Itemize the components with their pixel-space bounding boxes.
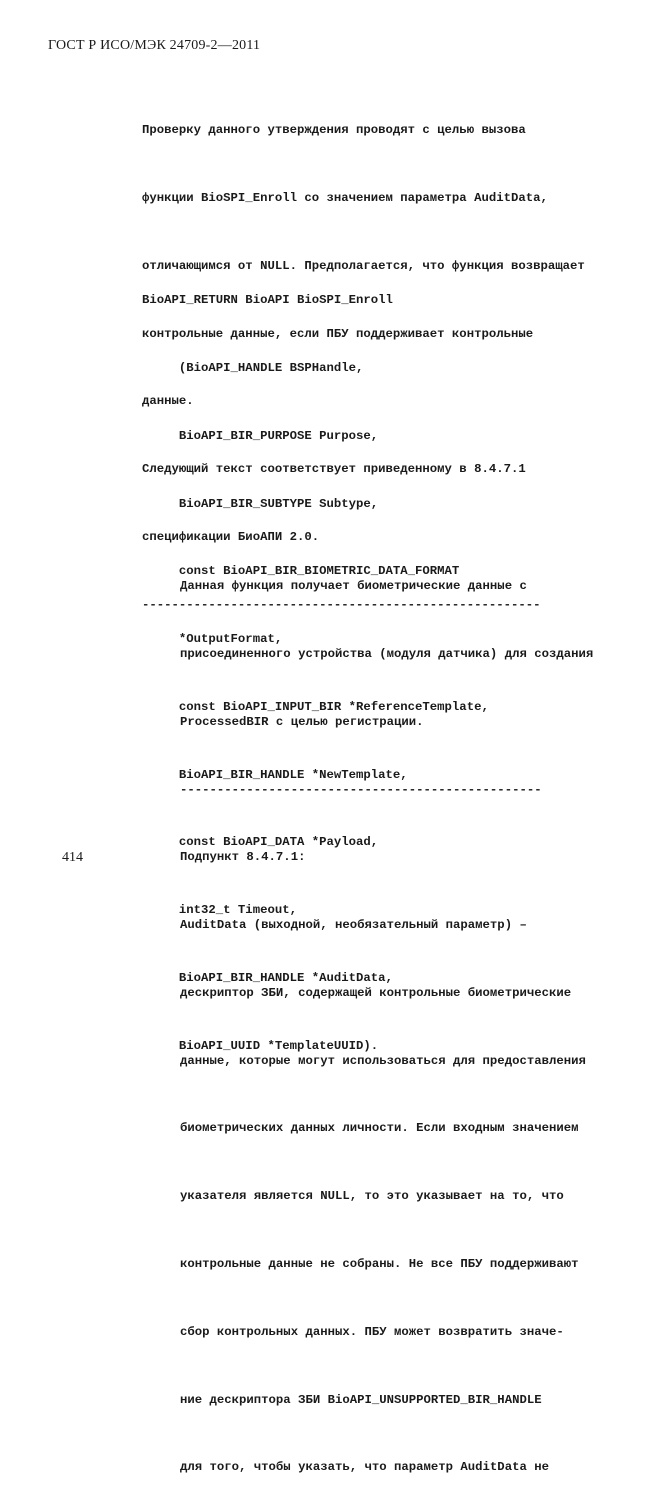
subclause-heading: Подпункт 8.4.7.1:	[180, 850, 306, 865]
document-header: ГОСТ Р ИСО/МЭК 24709-2—2011	[48, 38, 261, 53]
text-line: для того, чтобы указать, что параметр AuditData не	[180, 1460, 549, 1475]
text-line: спецификации БиоАПИ 2.0.	[142, 529, 320, 544]
separator-line: ------------------------------------------------------	[142, 597, 541, 612]
text-line: сбор контрольных данных. ПБУ может возвратить значе-	[180, 1324, 564, 1339]
code-line: BioAPI_BIR_HANDLE *AuditData,	[142, 971, 393, 985]
function-description	[180, 530, 593, 1502]
text-line: функции BioSPI_Enroll со значением параметра AuditData,	[142, 190, 548, 205]
text-line: отличающимся от NULL. Предполагается, что функция возвращает	[142, 258, 585, 273]
separator-line: -------------------------------------------------	[180, 782, 542, 797]
text-line: присоединенного устройства (модуля датчика) для создания	[180, 646, 594, 661]
text-line: ProcessedBIR с целью регистрации.	[180, 714, 424, 729]
code-line: BioAPI_RETURN BioAPI BioSPI_Enroll	[142, 293, 393, 308]
text-line: дескриптор ЗБИ, содержащей контрольные биометрические	[180, 985, 572, 1000]
text-line: Проверку данного утверждения проводят с целью вызова	[142, 123, 526, 138]
text-line: данные.	[142, 394, 194, 409]
code-line: BioAPI_BIR_SUBTYPE Subtype,	[142, 496, 379, 511]
code-line: *OutputFormat,	[142, 632, 283, 647]
text-line: данные, которые могут использоваться для предоставления	[180, 1053, 586, 1068]
text-line: указателя является NULL, то это указывает на то, что	[180, 1189, 564, 1204]
code-line: BioAPI_UUID *TemplateUUID).	[142, 1038, 379, 1053]
code-line: const BioAPI_BIR_BIOMETRIC_DATA_FORMAT	[142, 564, 460, 579]
text-line: контрольные данные не собраны. Не все ПБУ поддерживают	[180, 1257, 579, 1271]
code-line: BioAPI_BIR_PURPOSE Purpose,	[142, 428, 379, 443]
page-number: 414	[62, 850, 83, 865]
code-line: const BioAPI_DATA *Payload,	[142, 835, 379, 850]
code-line: (BioAPI_HANDLE BSPHandle,	[142, 360, 364, 375]
text-line: Следующий текст соответствует приведенному в 8.4.7.1	[142, 462, 526, 477]
code-line: const BioAPI_INPUT_BIR *ReferenceTemplate,	[142, 699, 489, 714]
code-line: int32_t Timeout,	[142, 903, 297, 918]
text-line: ние дескриптора ЗБИ BioAPI_UNSUPPORTED_BIR_HANDLE	[180, 1392, 542, 1407]
text-line: Данная функция получает биометрические данные с	[180, 579, 527, 594]
text-line: биометрических данных личности. Если входным значением	[180, 1121, 579, 1136]
text-line: AuditData (выходной, необязательный параметр) –	[180, 918, 527, 933]
text-line: контрольные данные, если ПБУ поддерживает контрольные	[142, 326, 534, 341]
code-line: BioAPI_BIR_HANDLE *NewTemplate,	[142, 767, 408, 782]
